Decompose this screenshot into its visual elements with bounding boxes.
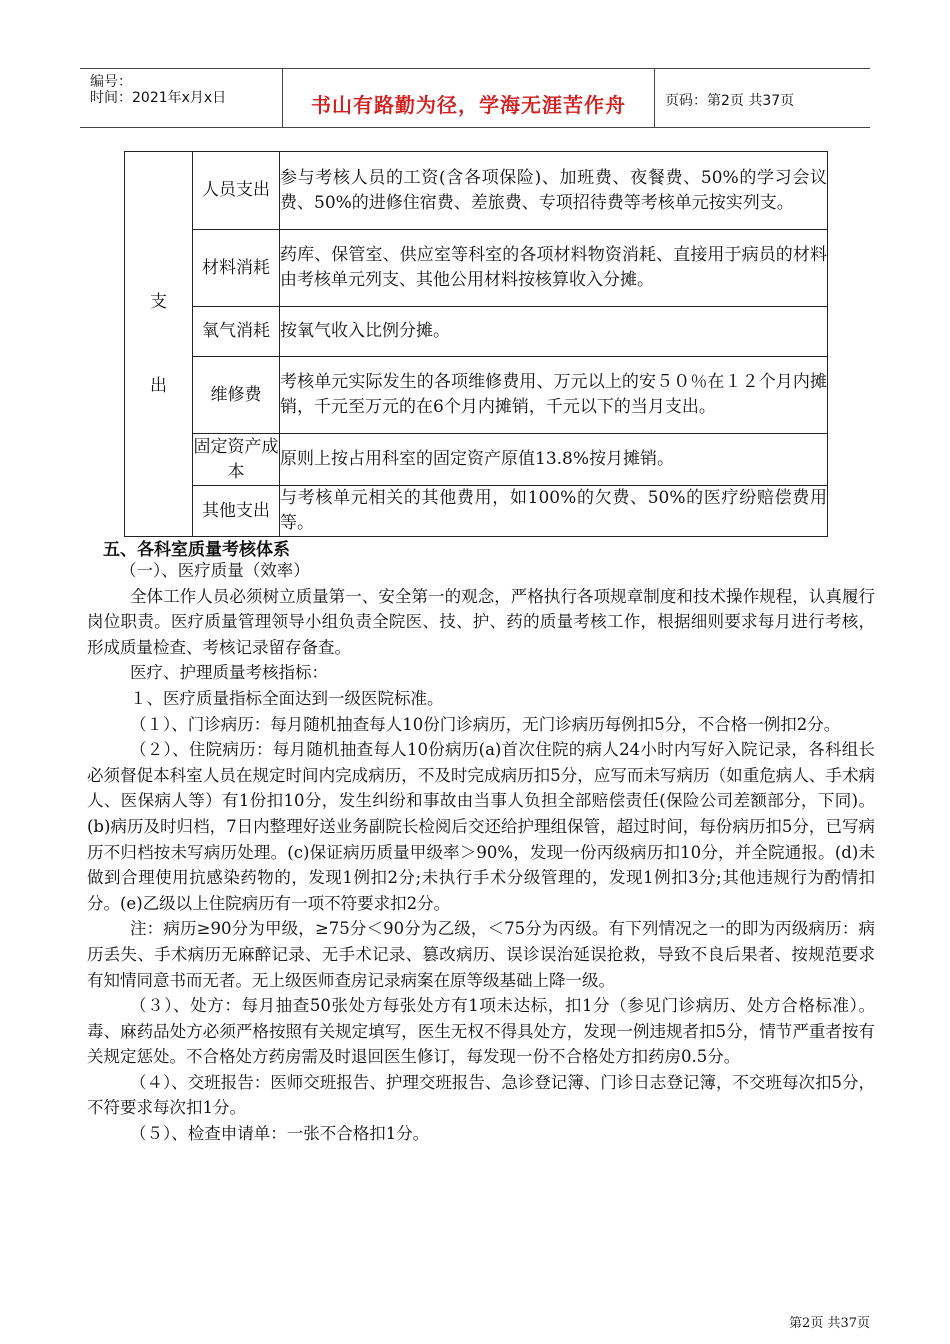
item-cell: 人员支出 [193, 152, 280, 230]
table-row [125, 230, 828, 307]
paragraph: （４）、交班报告：医师交班报告、护理交班报告、急诊登记簿、门诊日志登记簿，不交班每次扣5分，不符要求每次扣1分。 [87, 1072, 875, 1118]
paragraph: （１）、门诊病历：每月随机抽查每人10份门诊病历，无门诊病历每例扣5分，不合格一例扣2分。 [130, 714, 841, 734]
item-cell: 材料消耗 [193, 230, 280, 307]
desc-cell: 参与考核人员的工资(含各项保险)、加班费、夜餐费、50%的学习会议费、50%的进修住宿费、差旅费、专项招待费等考核单元按实列支。 [280, 152, 828, 230]
desc-cell: 按氧气收入比例分摊。 [280, 307, 828, 357]
paragraph: 注：病历≥90分为甲级，≥75分＜90分为乙级，＜75分为丙级。有下列情况之一的即为丙级病历：病历丢失、手术病历无麻醉记录、无手术记录、篡改病历、误诊误治延误抢救，导致不良后果者、按规范要求有知情同意书而无者。无上级医师查房记录病案在原等级基础上降一级。 [87, 919, 875, 990]
header-motto-cell [283, 69, 655, 127]
paragraph: 全体工作人员必须树立质量第一、安全第一的观念，严格执行各项规章制度和技术操作规程，认真履行岗位职责。医疗质量管理领导小组负责全院医、技、护、药的质量考核工作，根据细则要求每月进行考核，形成质量检查、考核记录留存备查。 [87, 586, 875, 657]
desc-cell: 药库、保管室、供应室等科室的各项材料物资消耗、直接用于病员的材料由考核单元列支、其他公用材料按核算收入分摊。 [280, 230, 828, 307]
expense-table [124, 151, 828, 537]
paragraph: １、医疗质量指标全面达到一级医院标准。 [130, 688, 444, 708]
item-cell: 固定资产成本 [193, 434, 280, 486]
category-cell [125, 152, 193, 537]
page-footer: 第2页 共37页 [789, 1316, 870, 1331]
table-row [125, 434, 828, 486]
category-char: 支 [150, 292, 167, 312]
subsection-title: （一）、医疗质量（效率） [120, 561, 310, 580]
header-meta [80, 69, 283, 127]
item-cell: 其他支出 [193, 486, 280, 537]
paragraph: （５）、检查申请单：一张不合格扣1分。 [130, 1124, 430, 1144]
desc-cell: 原则上按占用科室的固定资产原值13.8%按月摊销。 [280, 434, 828, 486]
number-label: 编号： [90, 74, 132, 90]
table-row [125, 486, 828, 537]
header-page-cell [655, 69, 870, 127]
table-row [125, 307, 828, 357]
body-text [87, 558, 875, 1147]
paragraph: （３）、处方：每月抽查50张处方每张处方有1项未达标，扣1分（参见门诊病历、处方合格标准）。毒、麻药品处方必须严格按照有关规定填写，医生无权不得具处方，发现一例违规者扣5分，情节严重者按有关规定惩处。不合格处方药房需及时退回医生修订，每发现一份不合格处方扣药房0.5分。 [87, 996, 875, 1067]
table-row [125, 152, 828, 230]
paragraph: （２）、住院病历：每月随机抽查每人10份病历(a)首次住院的病人24小时内写好入院记录，各科组长必须督促本科室人员在规定时间内完成病历，不及时完成病历扣5分，应写而未写病历（如重危病人、手术病人、医保病人等）有1份扣10分，发生纠纷和事故由当事人负担全部赔偿责任(保险公司差额部分，下同)。(b)病历及时归档，7日内整理好送业务副院长检阅后交还给护理组保管，超过时间，每份病历扣5分，已写病历不归档按未写病历处理。(c)保证病历质量甲级率＞90%，发现一份丙级病历扣10分，并全院通报。(d)未做到合理使用抗感染药物的，发现1例扣2分;未执行手术分级管理的，发现1例扣3分;其他违规行为酌情扣分。(e)乙级以上住院病历有一项不符要求扣2分。 [87, 740, 875, 913]
item-cell: 维修费 [193, 357, 280, 434]
page-header [80, 68, 870, 128]
item-cell: 氧气消耗 [193, 307, 280, 357]
paragraph: 医疗、护理质量考核指标： [130, 663, 328, 683]
desc-cell: 与考核单元相关的其他费用，如100%的欠费、50%的医疗纷赔偿费用等。 [280, 486, 828, 537]
motto: 书山有路勤为径，学海无涯苦作舟 [311, 93, 626, 117]
time-label: 时间：2021年x月x日 [90, 90, 227, 106]
page-info: 页码：第2页 共37页 [665, 93, 795, 109]
desc-cell: 考核单元实际发生的各项维修费用、万元以上的安５０％在１２个月内摊销，千元至万元的在6个月内摊销，千元以下的当月支出。 [280, 357, 828, 434]
category-char: 出 [150, 376, 167, 396]
section-heading: 五、各科室质量考核体系 [103, 540, 290, 560]
table-row [125, 357, 828, 434]
